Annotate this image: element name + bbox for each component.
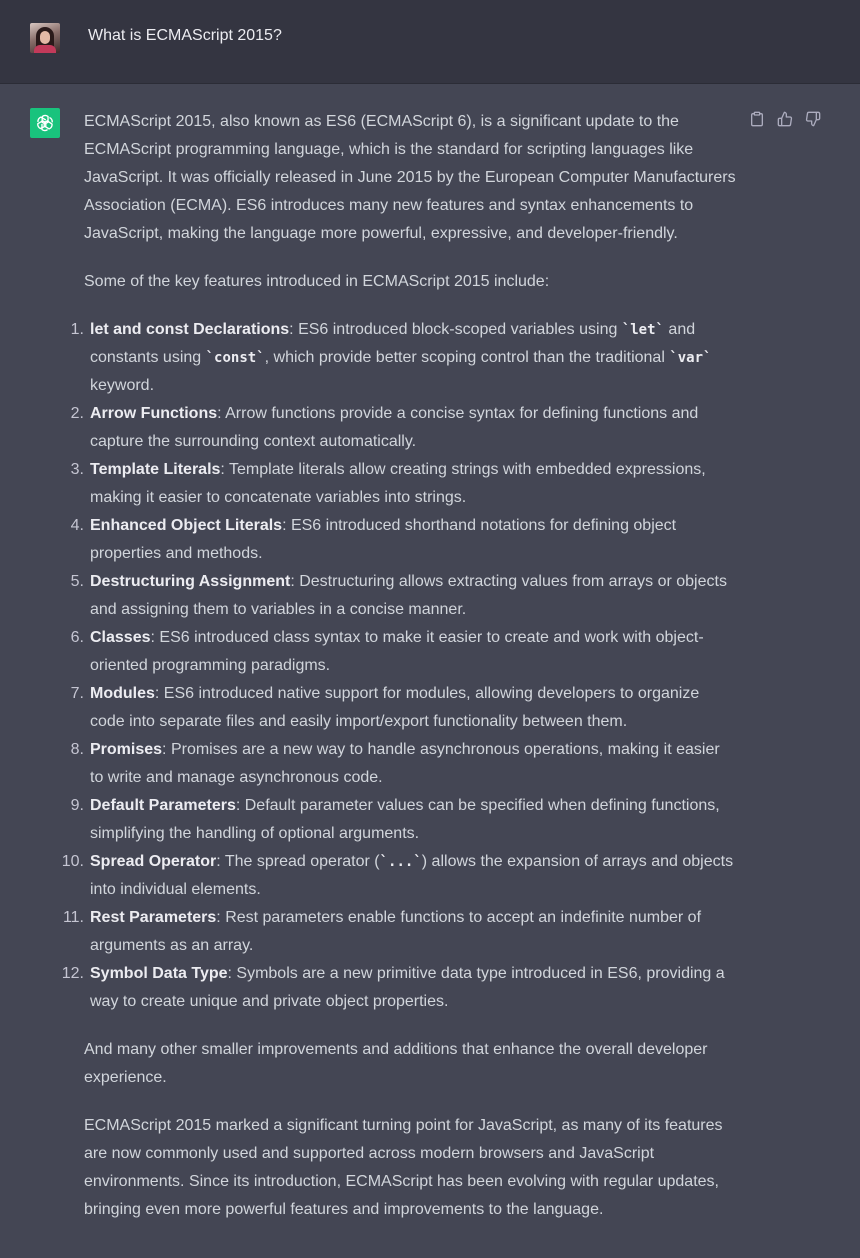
list-item-number: 7. [70,685,84,702]
list-item-number: 5. [70,573,84,590]
feature-text: : Rest parameters enable functions to accept an indefinite number of arguments as an array. [90,909,702,954]
conclusion-paragraph: ECMAScript 2015 marked a significant turning point for JavaScript, as many of its features are now commonly used and supported across modern browsers and JavaScript environments. Since its introduction, ECMAScript has been evolving with regular updates, bringing even more powerful features and improvements to the language. [84,1117,723,1218]
list-item [70,736,736,792]
feature-title: let and const Declarations [90,321,290,338]
feature-text: : ES6 introduced native support for modules, allowing developers to organize code into separate files and easily import/export functionality between them. [90,685,700,730]
feature-text: : ES6 introduced block-scoped variables using [289,321,622,338]
feature-text: : Template literals allow creating strings with embedded expressions, making it easier to concatenate variables into strings. [90,461,706,506]
list-item [70,624,736,680]
feature-title: Template Literals [90,461,221,478]
list-item [70,680,736,736]
user-message-text: What is ECMAScript 2015? [88,27,282,44]
list-item [61,960,736,1016]
list-item [61,848,736,904]
list-item-number: 8. [70,741,84,758]
feature-title: Arrow Functions [90,405,218,422]
assistant-message-content [61,108,736,1244]
assistant-message-row [0,84,860,1258]
list-item-number: 3. [70,461,84,478]
list-item [70,512,736,568]
feature-text: : Default parameter values can be specified when defining functions, simplifying the handling of optional arguments. [90,797,720,842]
thumbs-up-icon[interactable] [776,110,794,128]
feature-title: Enhanced Object Literals [90,517,283,534]
list-item-number: 11. [62,909,84,926]
feature-title: Default Parameters [90,797,236,814]
lead-paragraph: Some of the key features introduced in ECMAScript 2015 include: [84,273,550,290]
feature-title: Symbol Data Type [90,965,228,982]
feature-text: , which provide better scoping control than the traditional [264,349,670,366]
feature-text: : ES6 introduced shorthand notations for defining object properties and methods. [90,517,677,562]
feature-title: Promises [90,741,163,758]
list-item-number: 4. [70,517,84,534]
feature-title: Classes [90,629,151,646]
feature-text: : Destructuring allows extracting values from arrays or objects and assigning them to variables in a concise manner. [90,573,727,618]
feature-text: : Promises are a new way to handle asynchronous operations, making it easier to write and manage asynchronous code. [90,741,720,786]
inline-code: `var` [669,350,712,366]
feature-title: Spread Operator [90,853,217,870]
list-item-number: 9. [70,797,84,814]
inline-code: `let` [621,322,664,338]
list-item-number: 12. [61,965,84,982]
list-item [70,456,736,512]
openai-logo-icon [30,108,60,138]
feature-text: : ES6 introduced class syntax to make it easier to create and work with object-oriented programming paradigms. [90,629,704,674]
feature-text: : Arrow functions provide a concise syntax for defining functions and capture the surrounding context automatically. [90,405,699,450]
intro-paragraph: ECMAScript 2015, also known as ES6 (ECMAScript 6), is a significant update to the ECMAScript programming language, which is the standard for scripting languages like JavaScript. It was officially released in June 2015 by the European Computer Manufacturers Association (ECMA). ES6 introduces many new features and syntax enhancements to JavaScript, making the language more powerful, expressive, and developer-friendly. [84,113,736,242]
list-item [70,400,736,456]
thumbs-down-icon[interactable] [804,110,822,128]
message-actions [748,110,822,128]
list-item-number: 6. [70,629,84,646]
list-item [62,904,736,960]
list-item-number: 2. [70,405,84,422]
list-item-number: 1. [70,321,84,338]
clipboard-icon[interactable] [748,110,766,128]
feature-text: ) allows the expansion of arrays and objects into individual elements. [90,853,734,898]
list-item [70,792,736,848]
list-item [70,316,736,400]
inline-code: `...` [379,854,422,870]
user-avatar [30,23,60,53]
user-message-row [0,0,860,84]
feature-text: : Symbols are a new primitive data type introduced in ES6, providing a way to create unique and private object properties. [90,965,725,1010]
list-item [70,568,736,624]
feature-title: Rest Parameters [90,909,217,926]
feature-text: : The spread operator ( [216,853,380,870]
feature-title: Destructuring Assignment [90,573,291,590]
list-item-number: 10. [61,853,84,870]
more-paragraph: And many other smaller improvements and additions that enhance the overall developer experience. [84,1041,708,1086]
inline-code: `const` [205,350,265,366]
feature-text: keyword. [90,377,155,394]
feature-text: and constants using [90,321,696,366]
features-list [61,316,736,1016]
feature-title: Modules [90,685,155,702]
